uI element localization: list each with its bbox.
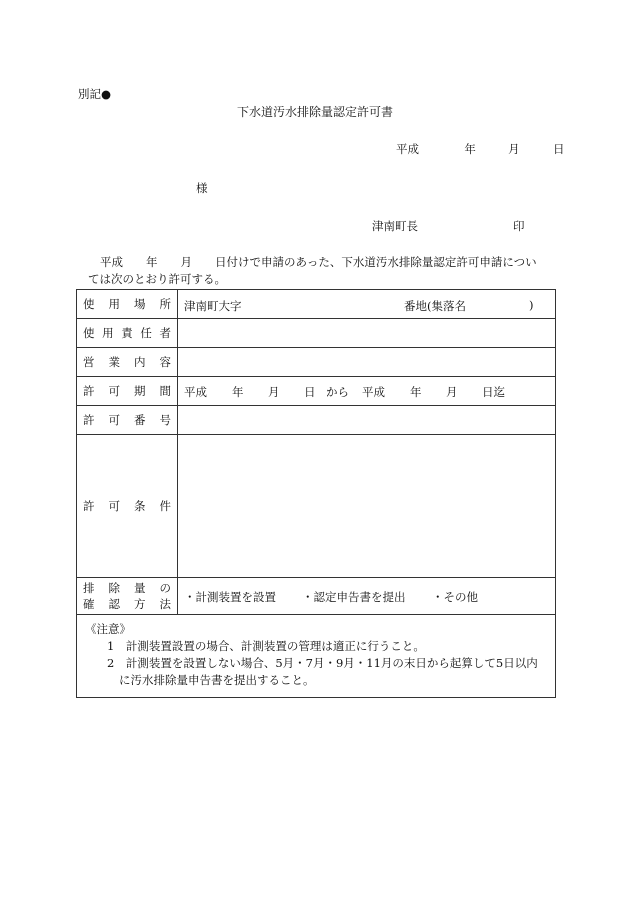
date-year: 年 <box>464 142 476 156</box>
label-char: 排 <box>83 581 95 595</box>
value-business[interactable] <box>178 348 556 377</box>
method-option-declaration[interactable]: ・認定申告書を提出 <box>302 590 406 604</box>
row-period <box>77 377 556 406</box>
row-permit-number <box>77 406 556 435</box>
row-responsible <box>77 319 556 348</box>
label-char: 使 <box>83 326 95 340</box>
label-char: 任 <box>140 326 152 340</box>
document-title: 下水道汚水排除量認定許可書 <box>236 105 393 119</box>
notes-item-2-continued: に汚水排除量申告書を提出すること。 <box>119 673 315 687</box>
label-char: 可 <box>108 384 120 398</box>
label-char: 番 <box>134 413 146 427</box>
period-from: から <box>326 385 349 399</box>
label-char: の <box>159 581 171 595</box>
date-day: 日 <box>552 142 565 156</box>
location-town: 津南町大字 <box>184 299 242 313</box>
label-char: 責 <box>121 326 133 340</box>
label-char: 除 <box>108 581 120 595</box>
intro-line-1: 平成 年 月 日付けで申請のあった、下水道汚水排除量認定許可申請につい <box>100 255 537 269</box>
label-permit-number <box>77 406 178 435</box>
label-char: 可 <box>108 413 120 427</box>
label-char: 許 <box>83 499 95 513</box>
row-method <box>77 578 556 615</box>
attachment-label: 別記● <box>78 87 112 101</box>
period-start-era: 平成 <box>184 385 207 399</box>
label-char: 量 <box>134 581 146 595</box>
row-notes <box>77 615 556 698</box>
label-conditions <box>77 435 178 578</box>
label-char: 法 <box>159 597 171 611</box>
value-conditions[interactable] <box>178 435 556 578</box>
method-option-meter[interactable]: ・計測装置を設置 <box>184 590 276 604</box>
label-char: 確 <box>83 597 95 611</box>
row-location <box>77 290 556 319</box>
label-business <box>77 348 178 377</box>
recipient-honorific: 様 <box>196 181 208 195</box>
label-char: 期 <box>134 384 146 398</box>
label-char: 者 <box>159 326 171 340</box>
period-end-year: 年 <box>410 385 422 399</box>
label-char: 使 <box>83 297 95 311</box>
location-close-paren: ) <box>529 298 534 312</box>
row-business <box>77 348 556 377</box>
label-char: 許 <box>83 413 95 427</box>
label-location <box>77 290 178 319</box>
intro-line-2: ては次のとおり許可する。 <box>88 272 226 286</box>
label-char: 内 <box>134 355 146 369</box>
label-char: 件 <box>159 499 171 513</box>
label-char: 用 <box>108 297 120 311</box>
label-char: 所 <box>159 297 171 311</box>
period-start-month: 月 <box>268 385 280 399</box>
label-char: 方 <box>134 597 146 611</box>
notes-title: 《注意》 <box>85 622 131 636</box>
period-end-day: 日迄 <box>482 385 505 399</box>
intro-paragraph <box>78 254 556 288</box>
location-banchi: 番地(集落名 <box>404 299 466 313</box>
label-char: 許 <box>83 384 95 398</box>
label-char: 認 <box>108 597 120 611</box>
label-char: 号 <box>159 413 171 427</box>
issue-date <box>396 141 564 157</box>
method-option-other[interactable]: ・その他 <box>432 590 478 604</box>
period-end-era: 平成 <box>362 385 385 399</box>
notes-item-1: 1 計測装置設置の場合、計測装置の管理は適正に行うこと。 <box>107 639 425 653</box>
label-period <box>77 377 178 406</box>
label-char: 業 <box>108 355 120 369</box>
label-char: 間 <box>159 384 171 398</box>
period-start-day: 日 <box>304 385 316 399</box>
label-char: 条 <box>134 499 146 513</box>
label-responsible <box>77 319 178 348</box>
label-char: 営 <box>83 355 95 369</box>
label-char: 場 <box>134 297 146 311</box>
date-era: 平成 <box>396 142 419 156</box>
date-month: 月 <box>508 142 520 156</box>
value-permit-number[interactable] <box>178 406 556 435</box>
issuer-name: 津南町長 <box>372 219 418 233</box>
label-method <box>77 578 178 615</box>
value-responsible[interactable] <box>178 319 556 348</box>
label-char: 用 <box>102 326 114 340</box>
label-char: 可 <box>108 499 120 513</box>
seal-mark: 印 <box>513 219 525 233</box>
row-conditions <box>77 435 556 578</box>
label-char: 容 <box>159 355 171 369</box>
value-method <box>178 578 556 615</box>
period-start-year: 年 <box>232 385 244 399</box>
period-end-month: 月 <box>446 385 458 399</box>
notes-cell <box>77 615 556 698</box>
value-location[interactable] <box>178 290 556 319</box>
value-period[interactable] <box>178 377 556 406</box>
permit-table <box>76 289 556 698</box>
notes-item-2: 2 計測装置を設置しない場合、5月・7月・9月・11月の末日から起算して5日以内 <box>107 656 538 670</box>
